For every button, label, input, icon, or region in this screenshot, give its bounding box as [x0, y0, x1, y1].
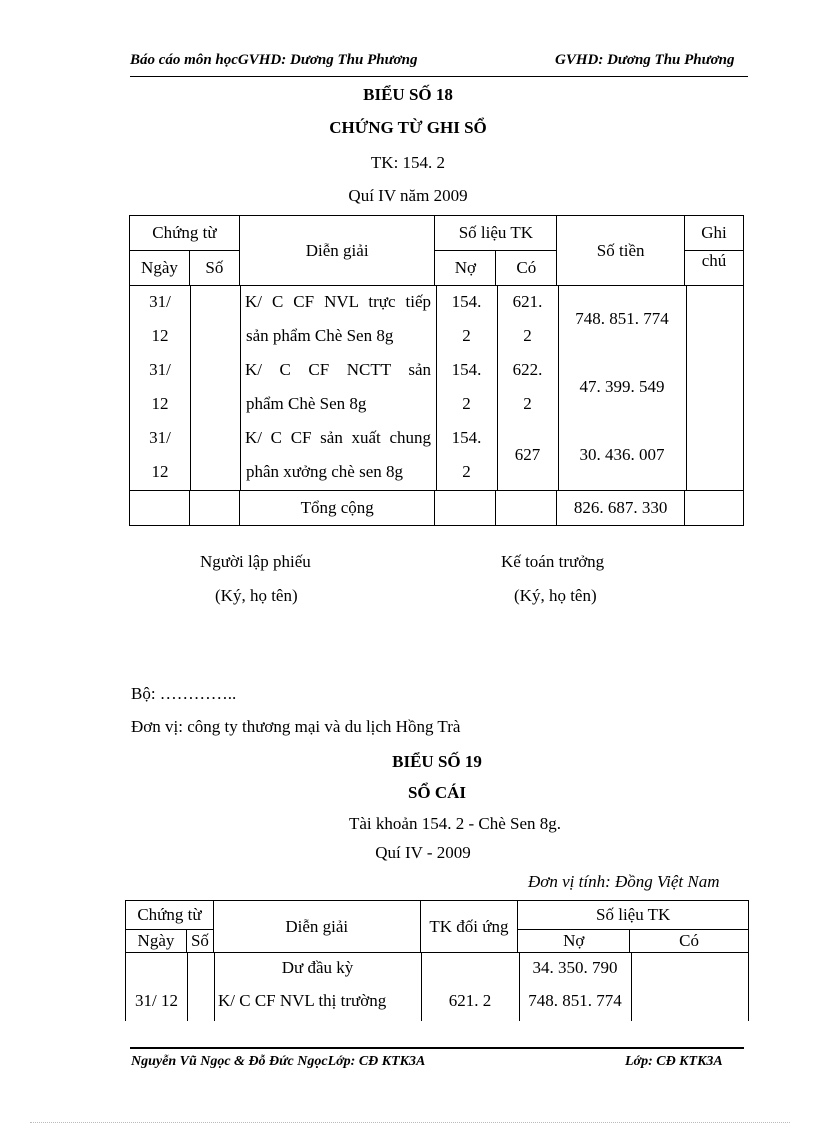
sc-entries-block [126, 953, 749, 1022]
footer-divider [130, 1047, 744, 1049]
row2-ngay-1: 31/ [149, 360, 171, 379]
row2-so-tien: 47. 399. 549 [579, 377, 665, 396]
row2-dien-giai-1: K/ C CF NCTT sản [245, 360, 431, 379]
signature-accountant-note: (Ký, họ tên) [514, 586, 597, 605]
row3-co: 627 [514, 445, 541, 464]
row1-co-2: 2 [523, 326, 532, 345]
col-co: Có [496, 251, 557, 286]
row3-dien-giai-2: phân xưởng chè sen 8g [246, 462, 404, 481]
row3-dien-giai-1: K/ C CF sản xuất chung [245, 428, 431, 447]
signature-preparer: Người lập phiếu [200, 552, 311, 571]
row1-so-tien: 748. 851. 774 [575, 309, 669, 328]
row2-ngay-2: 12 [151, 394, 169, 413]
row3-no-2: 2 [462, 462, 471, 481]
bieu18-period: Quí IV năm 2009 [348, 186, 468, 205]
col-so-tien: Số tiền [557, 216, 685, 286]
col-ngay: Ngày [130, 251, 190, 286]
chung-tu-ghi-so-table [129, 215, 744, 526]
sc-col-no: Nợ [518, 930, 630, 953]
row3-ngay-2: 12 [151, 462, 169, 481]
col-so-lieu-tk: Số liệu TK [435, 216, 557, 251]
sc-col-co: Có [630, 930, 749, 953]
col-dien-giai: Diễn giải [239, 216, 435, 286]
signature-preparer-note: (Ký, họ tên) [215, 586, 298, 605]
sc-row1-no: 748. 851. 774 [528, 991, 622, 1010]
col-no: Nợ [435, 251, 496, 286]
row1-ngay-1: 31/ [149, 292, 171, 311]
total-empty-3 [435, 491, 496, 526]
total-empty-2 [189, 491, 239, 526]
sc-col-so-lieu-tk: Số liệu TK [518, 901, 749, 930]
header-left: Báo cáo môn họcGVHD: Dương Thu Phương [130, 52, 418, 68]
footer-right: Lớp: CĐ KTK3A [625, 1054, 723, 1069]
row1-co-1: 621. [512, 292, 543, 311]
row1-no-2: 2 [462, 326, 471, 345]
org-don-vi: Đơn vị: công ty thương mại và du lịch Hồng Trà [131, 717, 461, 736]
sc-col-chung-tu: Chứng từ [126, 901, 214, 930]
sc-row1-ngay: 31/ 12 [135, 991, 178, 1010]
col-ghi-chu-2: chú [685, 251, 744, 286]
bieu18-title: CHỨNG TỪ GHI SỔ [329, 118, 487, 137]
row1-no-1: 154. [451, 292, 482, 311]
total-empty-4 [496, 491, 557, 526]
row2-dien-giai-2: phẩm Chè Sen 8g [246, 394, 367, 413]
bieu19-account: Tài khoản 154. 2 - Chè Sen 8g. [349, 814, 561, 833]
footer-left: Nguyễn Vũ Ngọc & Đỗ Đức NgọcLớp: CĐ KTK3A [131, 1054, 426, 1069]
sc-col-dien-giai: Diễn giải [213, 901, 420, 953]
bieu19-unit: Đơn vị tính: Đồng Việt Nam [528, 872, 720, 891]
row1-dien-giai-2: sản phẩm Chè Sen 8g [246, 326, 394, 345]
row2-no-1: 154. [451, 360, 482, 379]
total-empty-1 [130, 491, 190, 526]
bieu19-title: SỔ CÁI [407, 783, 467, 802]
col-ghi-chu-1: Ghi [685, 216, 744, 251]
row2-co-2: 2 [523, 394, 532, 413]
entries-block [130, 286, 744, 491]
bieu19-period: Quí IV - 2009 [375, 843, 471, 862]
header-divider [130, 76, 748, 77]
bieu19-label: BIỂU SỐ 19 [392, 752, 482, 771]
row2-co-1: 622. [512, 360, 543, 379]
row3-no-1: 154. [451, 428, 482, 447]
sc-col-ngay: Ngày [126, 930, 187, 953]
total-empty-5 [685, 491, 744, 526]
total-value: 826. 687. 330 [557, 491, 685, 526]
col-chung-tu: Chứng từ [130, 216, 240, 251]
bieu18-label: BIỂU SỐ 18 [363, 85, 453, 104]
so-cai-table [125, 900, 749, 1021]
row3-ngay-1: 31/ [149, 428, 171, 447]
sc-col-tk-doi-ung: TK đối ứng [420, 901, 518, 953]
col-so: Số [189, 251, 239, 286]
header-right: GVHD: Dương Thu Phương [555, 52, 735, 68]
row1-ngay-2: 12 [151, 326, 169, 345]
sc-opening-no: 34. 350. 790 [532, 958, 618, 977]
sc-row1-tk: 621. 2 [448, 991, 492, 1010]
row2-no-2: 2 [462, 394, 471, 413]
sc-col-so: Số [186, 930, 213, 953]
sc-row1-dien-giai: K/ C CF NVL thị trường [218, 991, 387, 1010]
org-bo: Bộ: ………….. [131, 684, 237, 703]
sc-opening-label: Dư đầu kỳ [281, 958, 354, 977]
total-label: Tổng cộng [239, 491, 435, 526]
bieu18-tk: TK: 154. 2 [370, 153, 446, 172]
row3-so-tien: 30. 436. 007 [579, 445, 665, 464]
row1-dien-giai-1: K/ C CF NVL trực tiếp [245, 292, 431, 311]
signature-accountant: Kế toán trưởng [501, 552, 605, 571]
